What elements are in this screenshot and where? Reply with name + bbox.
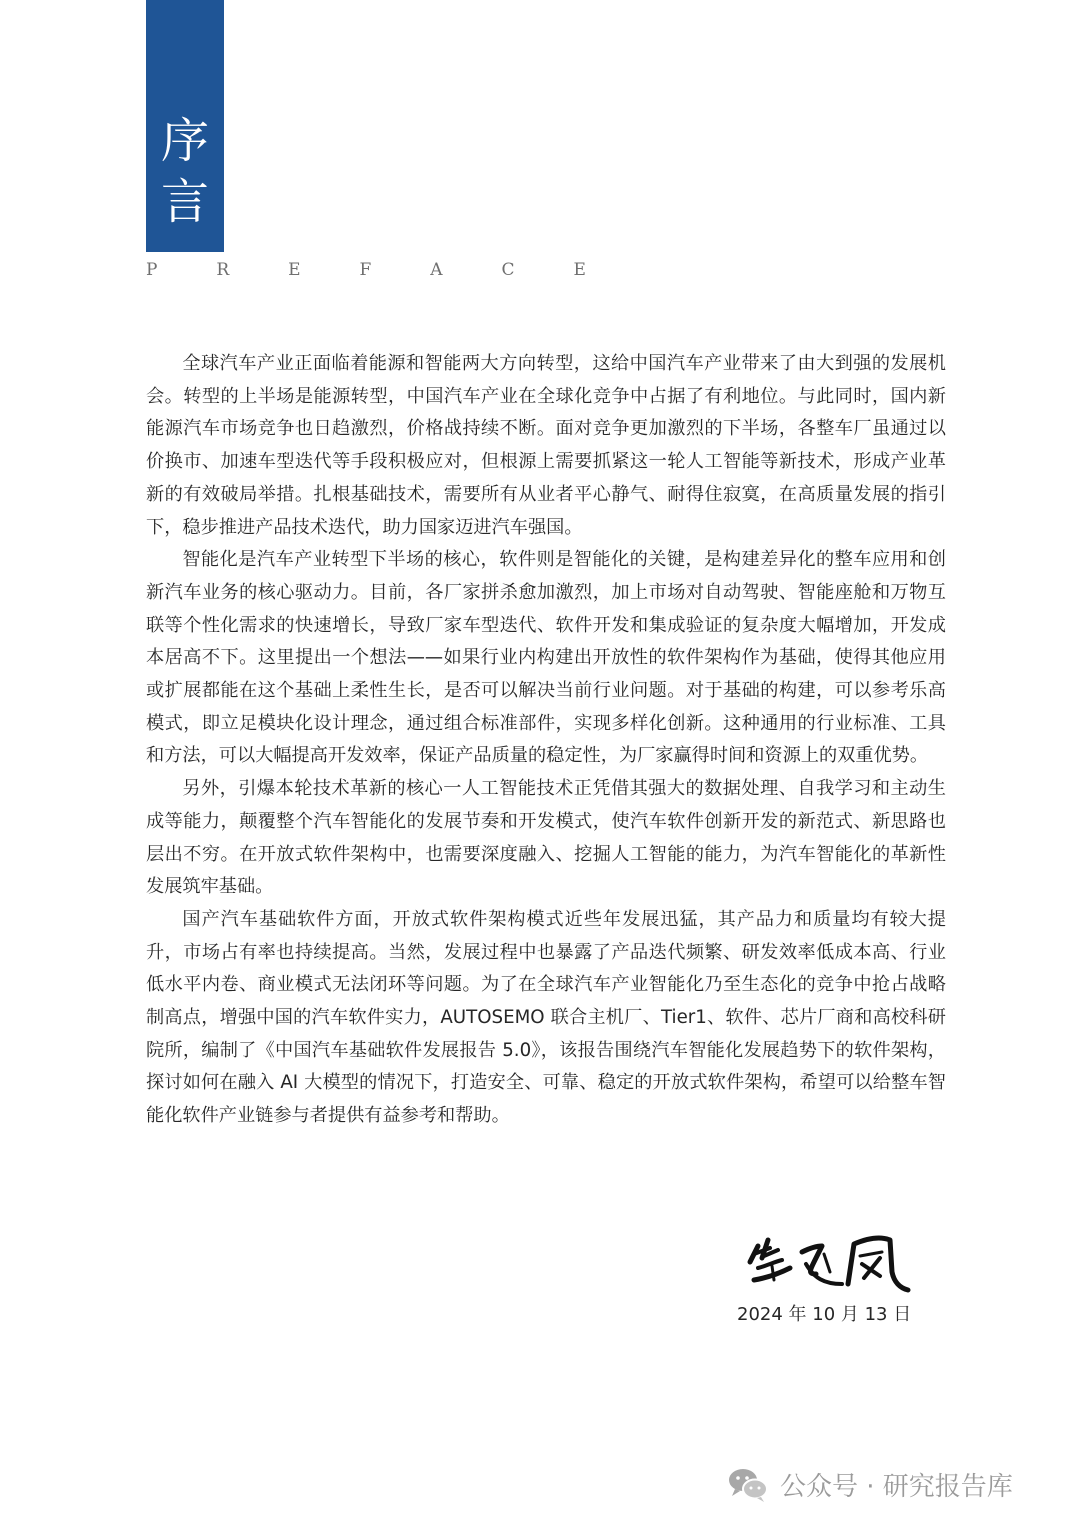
signature [744, 1228, 914, 1300]
preface-letter: E [573, 260, 586, 280]
preface-letter: E [288, 260, 301, 280]
paragraph-3: 另外，引爆本轮技术革新的核心一人工智能技术正凭借其强大的数据处理、自我学习和主动生成等能力，颠覆整个汽车智能化的发展节奏和开发模式，使汽车软件创新开发的新范式、新思路也层出不穷。在开放式软件架构中，也需要深度融入、挖掘人工智能的能力，为汽车智能化的革新性发展筑牢基础。 [146, 778, 946, 898]
wechat-icon [726, 1464, 770, 1504]
preface-letter: C [501, 260, 515, 280]
preface-body [146, 348, 946, 1133]
preface-letter: P [146, 260, 158, 280]
paragraph-2: 智能化是汽车产业转型下半场的核心，软件则是智能化的关键，是构建差异化的整车应用和创新汽车业务的核心驱动力。目前，各厂家拼杀愈加激烈，加上市场对自动驾驶、智能座舱和万物互联等个性化需求的快速增长，导致厂家车型迭代、软件开发和集成验证的复杂度大幅增加，开发成本居高不下。这里提出一个想法——如果行业内构建出开放性的软件架构作为基础，使得其他应用或扩展都能在这个基础上柔性生长，是否可以解决当前行业问题。对于基础的构建，可以参考乐高模式，即立足模块化设计理念，通过组合标准部件，实现多样化创新。这种通用的行业标准、工具和方法，可以大幅提高开发效率，保证产品质量的稳定性，为厂家赢得时间和资源上的双重优势。 [146, 549, 946, 767]
title-block [146, 0, 224, 252]
date: 2024 年 10 月 13 日 [737, 1304, 912, 1325]
title-char-2: 言 [160, 174, 209, 230]
paragraph-4: 国产汽车基础软件方面，开放式软件架构模式近些年发展迅猛，其产品力和质量均有较大提升，市场占有率也持续提高。当然，发展过程中也暴露了产品迭代频繁、研发效率低成本高、行业低水平内卷、商业模式无法闭环等问题。为了在全球汽车产业智能化乃至生态化的竞争中抢占战略制高点，增强中国的汽车软件实力，AUTOSEMO 联合主机厂、Tier1、软件、芯片厂商和高校科研院所，编制了《中国汽车基础软件发展报告 5.0》，该报告围绕汽车智能化发展趋势下的软件架构，探讨如何在融入 AI 大模型的情况下，打造安全、可靠、稳定的开放式软件架构，希望可以给整车智能化软件产业链参与者提供有益参考和帮助。 [146, 908, 946, 1127]
preface-letter: A [430, 260, 443, 280]
watermark [726, 1462, 1013, 1506]
preface-letter: F [359, 260, 372, 280]
preface-letter: R [216, 260, 230, 280]
watermark-text: 公众号 · 研究报告库 [780, 1471, 1013, 1502]
paragraph-1: 全球汽车产业正面临着能源和智能两大方向转型，这给中国汽车产业带来了由大到强的发展机会。转型的上半场是能源转型，中国汽车产业在全球化竞争中占据了有利地位。与此同时，国内新能源汽车市场竞争也日趋激烈，价格战持续不断。面对竞争更加激烈的下半场，各整车厂虽通过以价换市、加速车型迭代等手段积极应对，但根源上需要抓紧这一轮人工智能等新技术，形成产业革新的有效破局举措。扎根基础技术，需要所有从业者平心静气、耐得住寂寞，在高质量发展的指引下，稳步推进产品技术迭代，助力国家迈进汽车强国。 [146, 353, 946, 538]
title-char-1: 序 [160, 113, 209, 169]
preface-subtitle [146, 260, 586, 280]
